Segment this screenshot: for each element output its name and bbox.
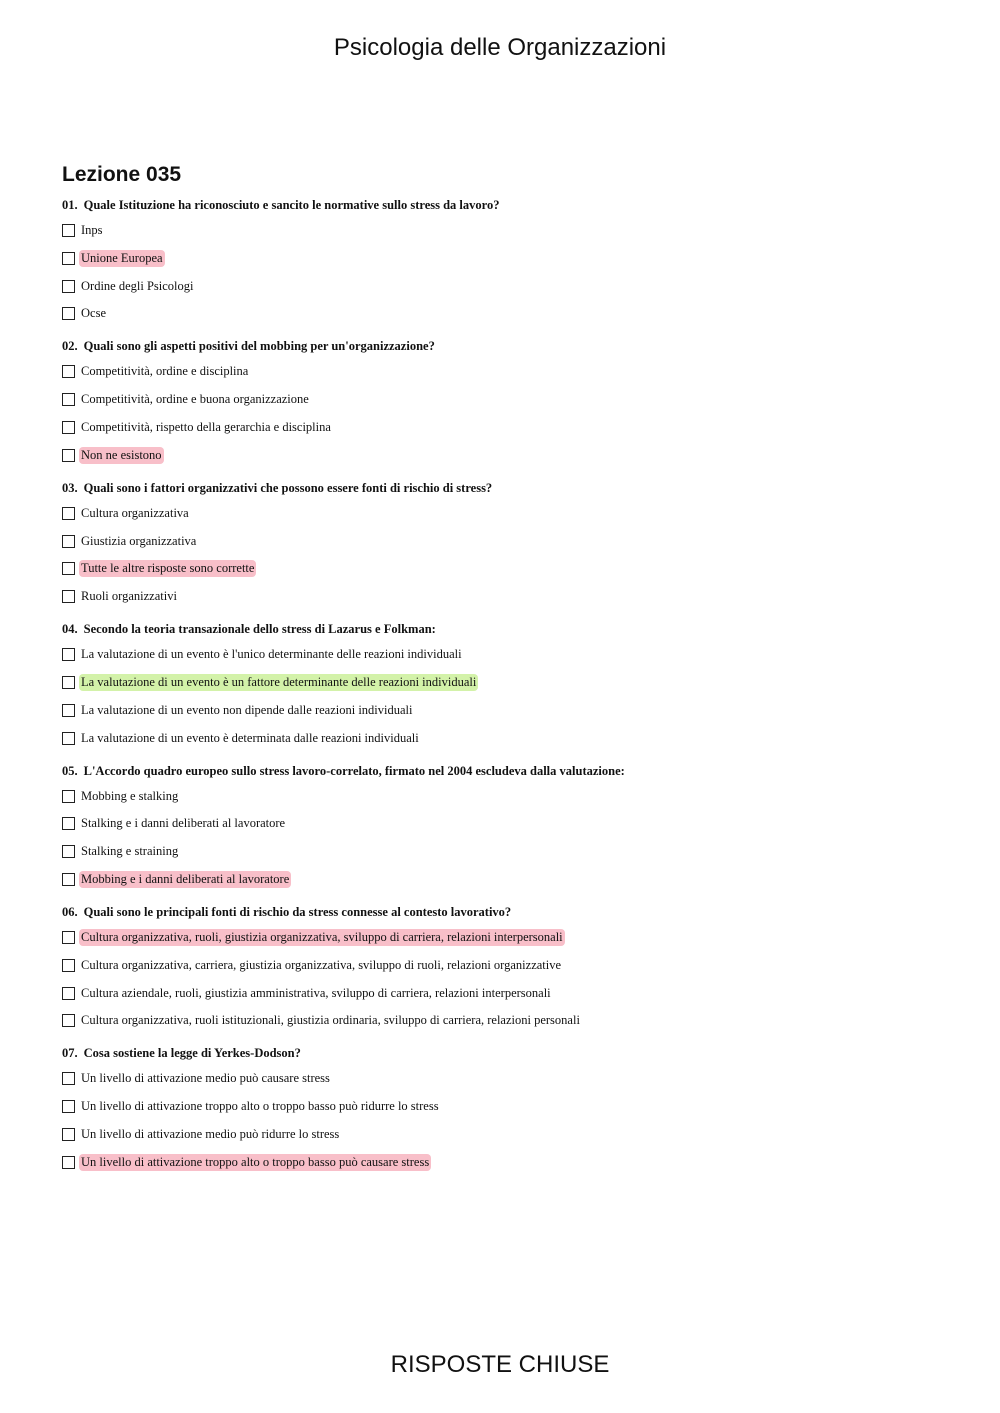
answer-checkbox[interactable] (62, 1100, 75, 1113)
footer-title: RISPOSTE CHIUSE (390, 1351, 610, 1378)
question-text (62, 479, 962, 497)
answer-checkbox[interactable] (62, 590, 75, 603)
answer-option[interactable] (62, 985, 962, 1002)
question-label: Quali sono i fattori organizzativi che possono essere fonti di rischio di stress? (83, 480, 493, 495)
question-number: 04. (62, 622, 78, 637)
question-text (62, 620, 962, 638)
answer-option[interactable] (62, 305, 962, 322)
answer-label: La valutazione di un evento è un fattore determinante delle reazioni individuali (81, 674, 477, 689)
answer-checkbox[interactable] (62, 535, 75, 548)
answer-label: Un livello di attivazione troppo alto o troppo basso può causare stress (81, 1154, 430, 1169)
answer-label: Inps (81, 223, 103, 237)
answer-label: Tutte le altre risposte sono corrette (81, 561, 255, 576)
question-block (62, 1044, 962, 1170)
answer-label: Cultura organizzativa, carriera, giustizia organizzativa, sviluppo di ruoli, relazioni organizzative (81, 957, 562, 972)
question-label: Quale Istituzione ha riconosciuto e sancito le normative sullo stress da lavoro? (83, 198, 500, 212)
answer-checkbox[interactable] (62, 1156, 75, 1169)
answer-label: Giustizia organizzativa (81, 533, 197, 548)
question-number: 02. (62, 339, 78, 354)
question-number: 05. (62, 763, 78, 778)
answer-option[interactable] (62, 929, 962, 946)
page-title: Psicologia delle Organizzazioni (333, 34, 667, 61)
answer-option[interactable] (62, 250, 962, 267)
answer-option[interactable] (62, 588, 962, 605)
answer-option[interactable] (62, 419, 962, 436)
answer-option[interactable] (62, 871, 962, 888)
question-list (62, 196, 962, 1186)
answer-checkbox[interactable] (62, 732, 75, 745)
answer-option[interactable] (62, 391, 962, 408)
answer-option[interactable] (62, 646, 962, 663)
answer-label: Ruoli organizzativi (81, 589, 177, 604)
answer-option[interactable] (62, 1154, 962, 1171)
question-number: 06. (62, 904, 78, 919)
answer-checkbox[interactable] (62, 1128, 75, 1141)
answer-checkbox[interactable] (62, 790, 75, 803)
answer-checkbox[interactable] (62, 845, 75, 858)
answer-option[interactable] (62, 788, 962, 805)
answer-checkbox[interactable] (62, 252, 75, 265)
answer-label: Non ne esistono (81, 447, 162, 462)
answer-checkbox[interactable] (62, 959, 75, 972)
answer-checkbox[interactable] (62, 704, 75, 717)
answer-label: La valutazione di un evento non dipende dalle reazioni individuali (81, 702, 413, 717)
answer-checkbox[interactable] (62, 449, 75, 462)
answer-label: Competitività, ordine e disciplina (81, 364, 249, 379)
answer-option[interactable] (62, 1098, 962, 1115)
answer-checkbox[interactable] (62, 507, 75, 520)
question-label: Cosa sostiene la legge di Yerkes-Dodson? (83, 1046, 301, 1061)
answer-checkbox[interactable] (62, 280, 75, 293)
answer-option[interactable] (62, 447, 962, 464)
question-text (62, 903, 962, 921)
question-number: 07. (62, 1046, 78, 1061)
answer-option[interactable] (62, 702, 962, 719)
answer-checkbox[interactable] (62, 1014, 75, 1027)
answer-checkbox[interactable] (62, 931, 75, 944)
answer-option[interactable] (62, 957, 962, 974)
answer-option[interactable] (62, 222, 962, 239)
answer-label: Competitività, ordine e buona organizzazione (81, 392, 309, 407)
answer-option[interactable] (62, 815, 962, 832)
question-label: L'Accordo quadro europeo sullo stress lavoro-correlato, firmato nel 2004 escludeva dalla valutazione: (83, 763, 625, 778)
answer-label: Un livello di attivazione troppo alto o troppo basso può ridurre lo stress (81, 1099, 439, 1114)
answer-option[interactable] (62, 674, 962, 691)
answer-checkbox[interactable] (62, 224, 75, 237)
answer-label: Cultura aziendale, ruoli, giustizia amministrativa, sviluppo di carriera, relazioni interpersonali (81, 985, 551, 1000)
answer-label: Competitività, rispetto della gerarchia e disciplina (81, 419, 331, 434)
question-label: Secondo la teoria transazionale dello stress di Lazarus e Folkman: (83, 622, 436, 637)
answer-label: Cultura organizzativa, ruoli, giustizia organizzativa, sviluppo di carriera, relazioni interpersonali (81, 929, 563, 944)
lesson-title: Lezione 035 (62, 163, 182, 186)
question-block (62, 903, 962, 1029)
answer-checkbox[interactable] (62, 562, 75, 575)
answer-checkbox[interactable] (62, 873, 75, 886)
answer-label: Mobbing e stalking (81, 788, 179, 803)
question-block (62, 620, 962, 746)
answer-label: Cultura organizzativa, ruoli istituzionali, giustizia ordinaria, sviluppo di carriera, relazioni personali (81, 1013, 580, 1028)
question-label: Quali sono le principali fonti di rischio da stress connesse al contesto lavorativo? (83, 904, 512, 919)
answer-checkbox[interactable] (62, 421, 75, 434)
answer-checkbox[interactable] (62, 648, 75, 661)
answer-option[interactable] (62, 730, 962, 747)
question-text (62, 762, 962, 780)
question-text (62, 337, 962, 355)
answer-checkbox[interactable] (62, 817, 75, 830)
answer-checkbox[interactable] (62, 987, 75, 1000)
answer-option[interactable] (62, 363, 962, 380)
answer-label: Unione Europea (81, 250, 163, 265)
question-number: 01. (62, 198, 78, 212)
question-block (62, 196, 962, 322)
answer-option[interactable] (62, 505, 962, 522)
answer-option[interactable] (62, 1126, 962, 1143)
answer-label: Mobbing e i danni deliberati al lavoratore (81, 871, 290, 886)
question-text (62, 1044, 962, 1062)
answer-checkbox[interactable] (62, 307, 75, 320)
answer-checkbox[interactable] (62, 365, 75, 378)
question-block (62, 762, 962, 888)
answer-option[interactable] (62, 560, 962, 577)
answer-label: La valutazione di un evento è determinata dalle reazioni individuali (81, 730, 419, 745)
answer-option[interactable] (62, 843, 962, 860)
question-text (62, 196, 962, 214)
answer-option[interactable] (62, 533, 962, 550)
answer-label: La valutazione di un evento è l'unico determinante delle reazioni individuali (81, 647, 462, 662)
answer-label: Un livello di attivazione medio può causare stress (81, 1071, 330, 1086)
answer-label: Stalking e straining (81, 844, 179, 859)
answer-checkbox[interactable] (62, 676, 75, 689)
answer-label: Un livello di attivazione medio può ridurre lo stress (81, 1126, 340, 1141)
answer-label: Cultura organizzativa (81, 505, 189, 520)
answer-checkbox[interactable] (62, 1072, 75, 1085)
answer-label: Ordine degli Psicologi (81, 278, 194, 293)
answer-option[interactable] (62, 1070, 962, 1087)
question-label: Quali sono gli aspetti positivi del mobbing per un'organizzazione? (83, 339, 435, 354)
answer-label: Stalking e i danni deliberati al lavoratore (81, 816, 286, 831)
answer-checkbox[interactable] (62, 393, 75, 406)
answer-label: Ocse (81, 306, 106, 321)
question-block (62, 479, 962, 605)
answer-option[interactable] (62, 278, 962, 295)
answer-option[interactable] (62, 1012, 962, 1029)
question-number: 03. (62, 480, 78, 495)
question-block (62, 337, 962, 463)
